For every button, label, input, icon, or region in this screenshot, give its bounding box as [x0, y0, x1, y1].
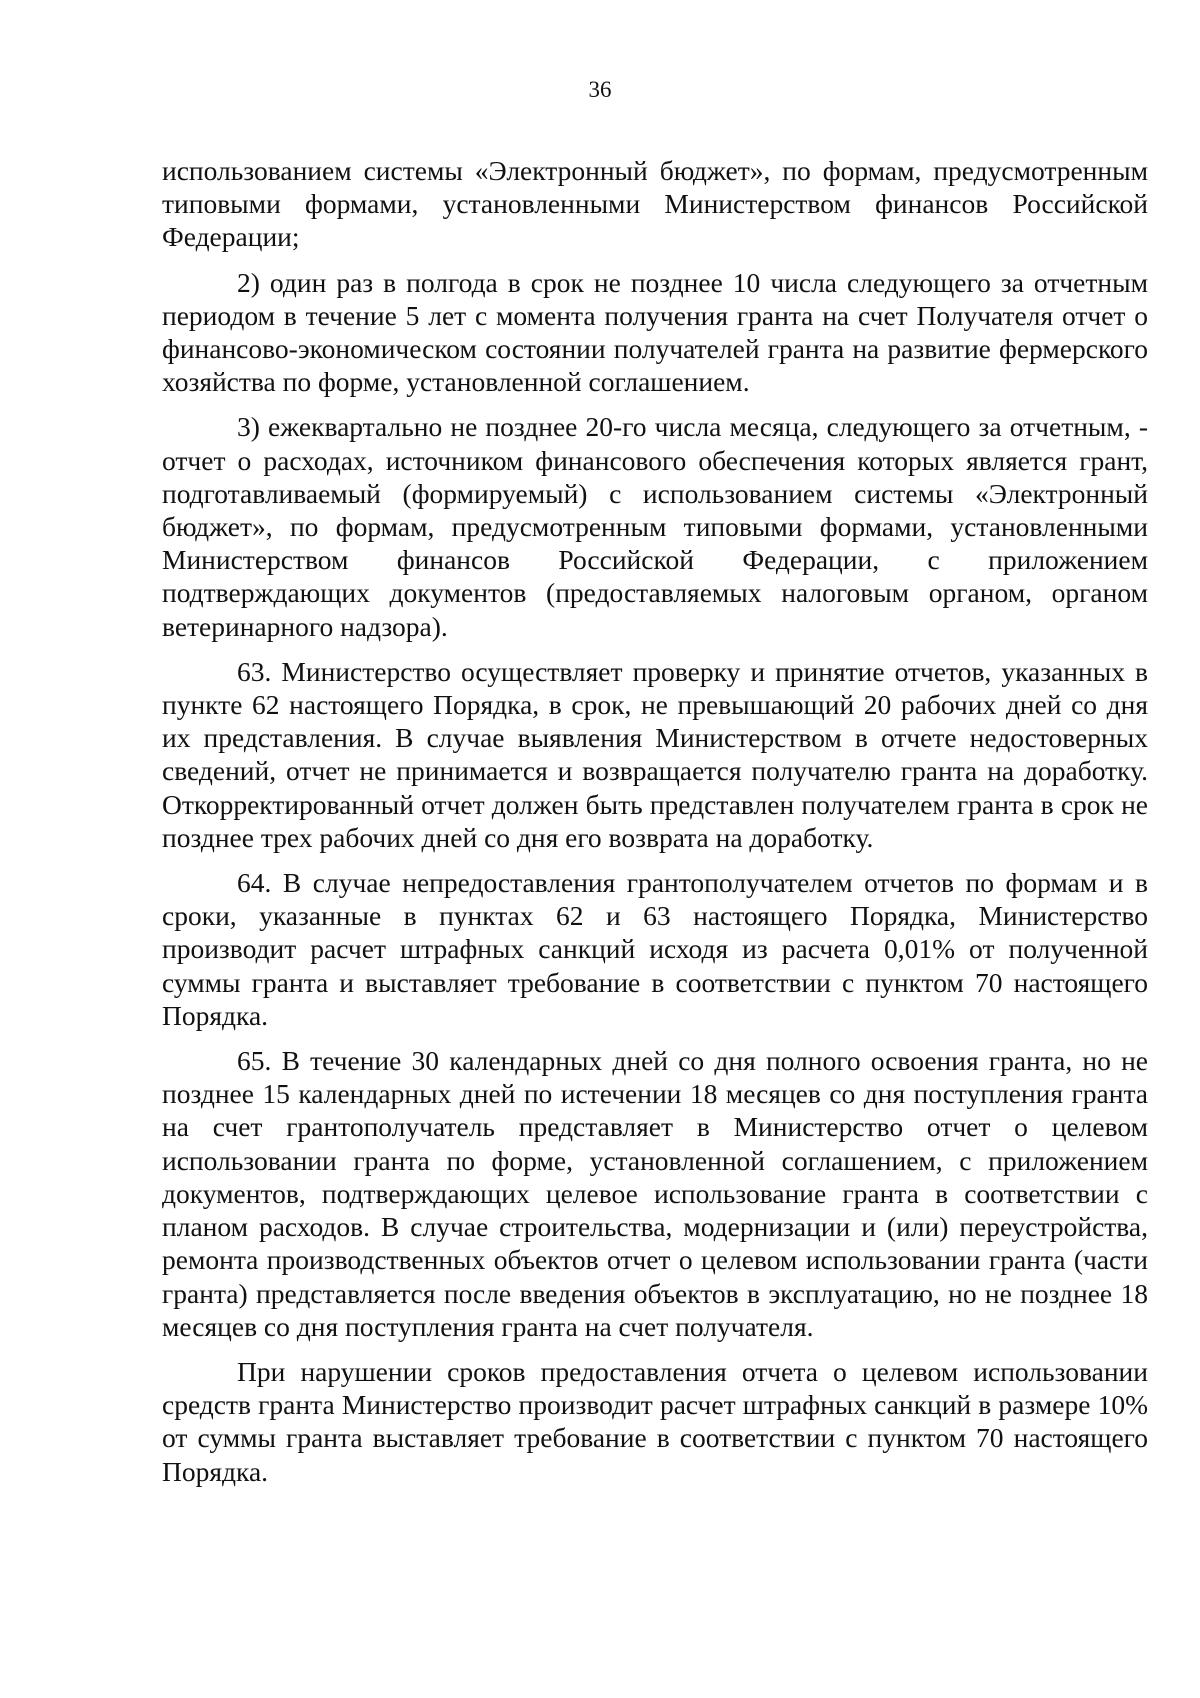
page-number: 36	[588, 77, 612, 102]
paragraph-64: 64. В случае непредоставления грантополучателем отчетов по формам и в сроки, указанные в пунктах 62 и 63 настоящего Порядка, Министерство производит расчет штрафных санкций исходя из расчета 0,01% от полученной суммы гранта и выставляет требование в соответствии с пунктом 70 настоящего Порядка.	[162, 867, 1148, 1031]
paragraph-65: 65. В течение 30 календарных дней со дня полного освоения гранта, но не позднее 15 календарных дней по истечении 18 месяцев со дня поступления гранта на счет грантополучатель представляет в Министерство отчет о целевом использовании гранта по форме, установленной соглашением, с приложением документов, подтверждающих целевое использование гранта в соответствии с планом расходов. В случае строительства, модернизации и (или) переустройства, ремонта производственных объектов отчет о целевом использовании гранта (части гранта) представляется после введения объектов в эксплуатацию, но не позднее 18 месяцев со дня поступления гранта на счет получателя.	[162, 1045, 1148, 1342]
paragraph-penalty: При нарушении сроков предоставления отчета о целевом использовании средств гранта Министерство производит расчет штрафных санкций в размере 10% от суммы гранта выставляет требование в соответствии с пунктом 70 настоящего Порядка.	[162, 1355, 1148, 1487]
paragraph-item-3: 3) ежеквартально не позднее 20-го числа месяца, следующего за отчетным, - отчет о расходах, источником финансового обеспечения которых является грант, подготавливаемый (формируемый) с использованием системы «Электронный бюджет», по формам, предусмотренным типовыми формами, установленными Министерством финансов Российской Федерации, с приложением подтверждающих документов (предоставляемых налоговым органом, органом ветеринарного надзора).	[162, 411, 1148, 642]
paragraph-63: 63. Министерство осуществляет проверку и принятие отчетов, указанных в пункте 62 настоящего Порядка, в срок, не превышающий 20 рабочих дней со дня их представления. В случае выявления Министерством в отчете недостоверных сведений, отчет не принимается и возвращается получателю гранта на доработку. Откорректированный отчет должен быть представлен получателем гранта в срок не позднее трех рабочих дней со дня его возврата на доработку.	[162, 655, 1148, 853]
paragraph-continuation: использованием системы «Электронный бюджет», по формам, предусмотренным типовыми формами, установленными Министерством финансов Российской Федерации;	[162, 155, 1148, 253]
paragraph-item-2: 2) один раз в полгода в срок не позднее 10 числа следующего за отчетным периодом в течение 5 лет с момента получения гранта на счет Получателя отчет о финансово-экономическом состоянии получателей гранта на развитие фермерского хозяйства по форме, установленной соглашением.	[162, 266, 1148, 398]
document-body	[162, 154, 1148, 1500]
